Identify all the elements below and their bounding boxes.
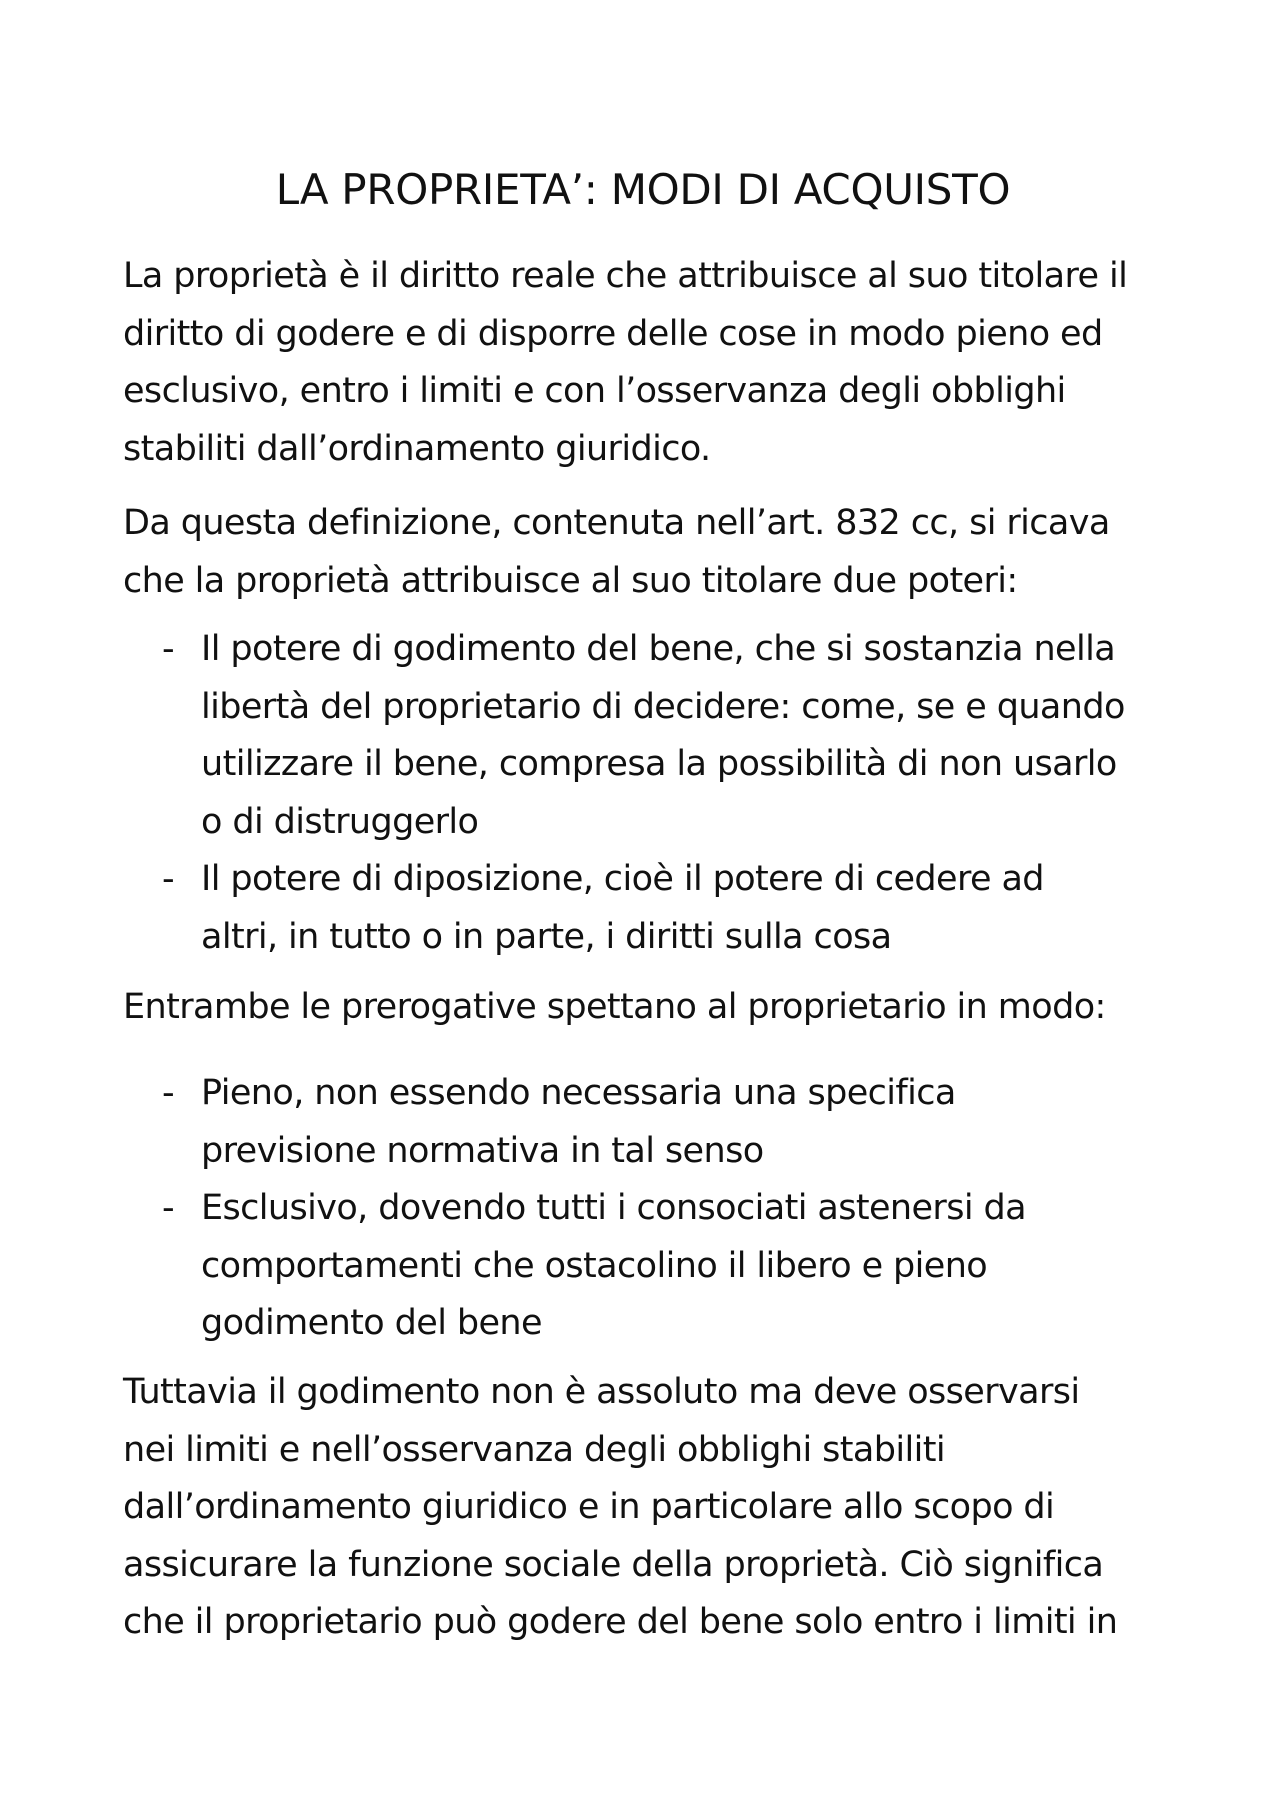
paragraph-line: stabiliti dall’ordinamento giuridico. [123, 428, 711, 469]
paragraph-line: Tuttavia il godimento non è assoluto ma deve osservarsi [123, 1372, 1080, 1412]
list-item-disposition [123, 851, 1125, 966]
bullet-dash: - [162, 629, 175, 669]
paragraph-social-function [123, 1364, 1117, 1652]
paragraph-prerogatives [123, 979, 1106, 1037]
list-item-line: previsione normativa in tal senso [201, 1130, 764, 1171]
bullet-dash: - [162, 1073, 175, 1113]
paragraph-line: esclusivo, entro i limiti e con l’osservanza degli obblighi [123, 371, 1066, 411]
document-title: LA PROPRIETA’: MODI DI ACQUISTO [275, 165, 1011, 214]
list-item-line: Il potere di diposizione, cioè il potere di cedere ad [201, 859, 1044, 899]
list-item-line: libertà del proprietario di decidere: come, se e quando [201, 686, 1125, 727]
list-item-text [201, 621, 1125, 851]
paragraph-definition [123, 248, 1127, 478]
list-item-line: Pieno, non essendo necessaria una specifica [201, 1073, 956, 1113]
paragraph-line: diritto di godere e di disporre delle cose in modo pieno ed [123, 313, 1103, 354]
powers-list [123, 621, 1125, 966]
bullet-dash: - [162, 859, 175, 899]
paragraph-line: Entrambe le prerogative spettano al proprietario in modo: [123, 987, 1106, 1027]
bullet-dash: - [162, 1188, 175, 1228]
paragraph-line: Da questa definizione, contenuta nell’art. 832 cc, si ricava [123, 503, 1110, 543]
list-item-line: altri, in tutto o in parte, i diritti sulla cosa [201, 916, 892, 957]
list-item-line: comportamenti che ostacolino il libero e pieno [201, 1245, 988, 1286]
list-item-line: o di distruggerlo [201, 801, 479, 842]
paragraph-line: nei limiti e nell’osservanza degli obblighi stabiliti [123, 1429, 945, 1470]
paragraph-article-832 [123, 495, 1110, 610]
list-item-line: Il potere di godimento del bene, che si sostanzia nella [201, 629, 1116, 669]
paragraph-line: La proprietà è il diritto reale che attribuisce al suo titolare il [123, 256, 1128, 296]
list-item-enjoyment [123, 621, 1125, 851]
paragraph-line: assicurare la funzione sociale della proprietà. Ciò significa [123, 1544, 1104, 1585]
modes-list [123, 1065, 1026, 1353]
list-item-line: godimento del bene [201, 1303, 542, 1343]
paragraph-line: che il proprietario può godere del bene solo entro i limiti in [123, 1602, 1118, 1642]
list-item-text [201, 1180, 1026, 1353]
list-item-text [201, 851, 1125, 966]
list-item-exclusive [123, 1180, 1026, 1353]
list-item-line: Esclusivo, dovendo tutti i consociati astenersi da [201, 1188, 1026, 1228]
list-item-line: utilizzare il bene, compresa la possibilità di non usarlo [201, 744, 1117, 784]
list-item-full [123, 1065, 1026, 1180]
paragraph-line: che la proprietà attribuisce al suo titolare due poteri: [123, 560, 1018, 601]
paragraph-line: dall’ordinamento giuridico e in particolare allo scopo di [123, 1487, 1055, 1527]
list-item-text [201, 1065, 1026, 1180]
